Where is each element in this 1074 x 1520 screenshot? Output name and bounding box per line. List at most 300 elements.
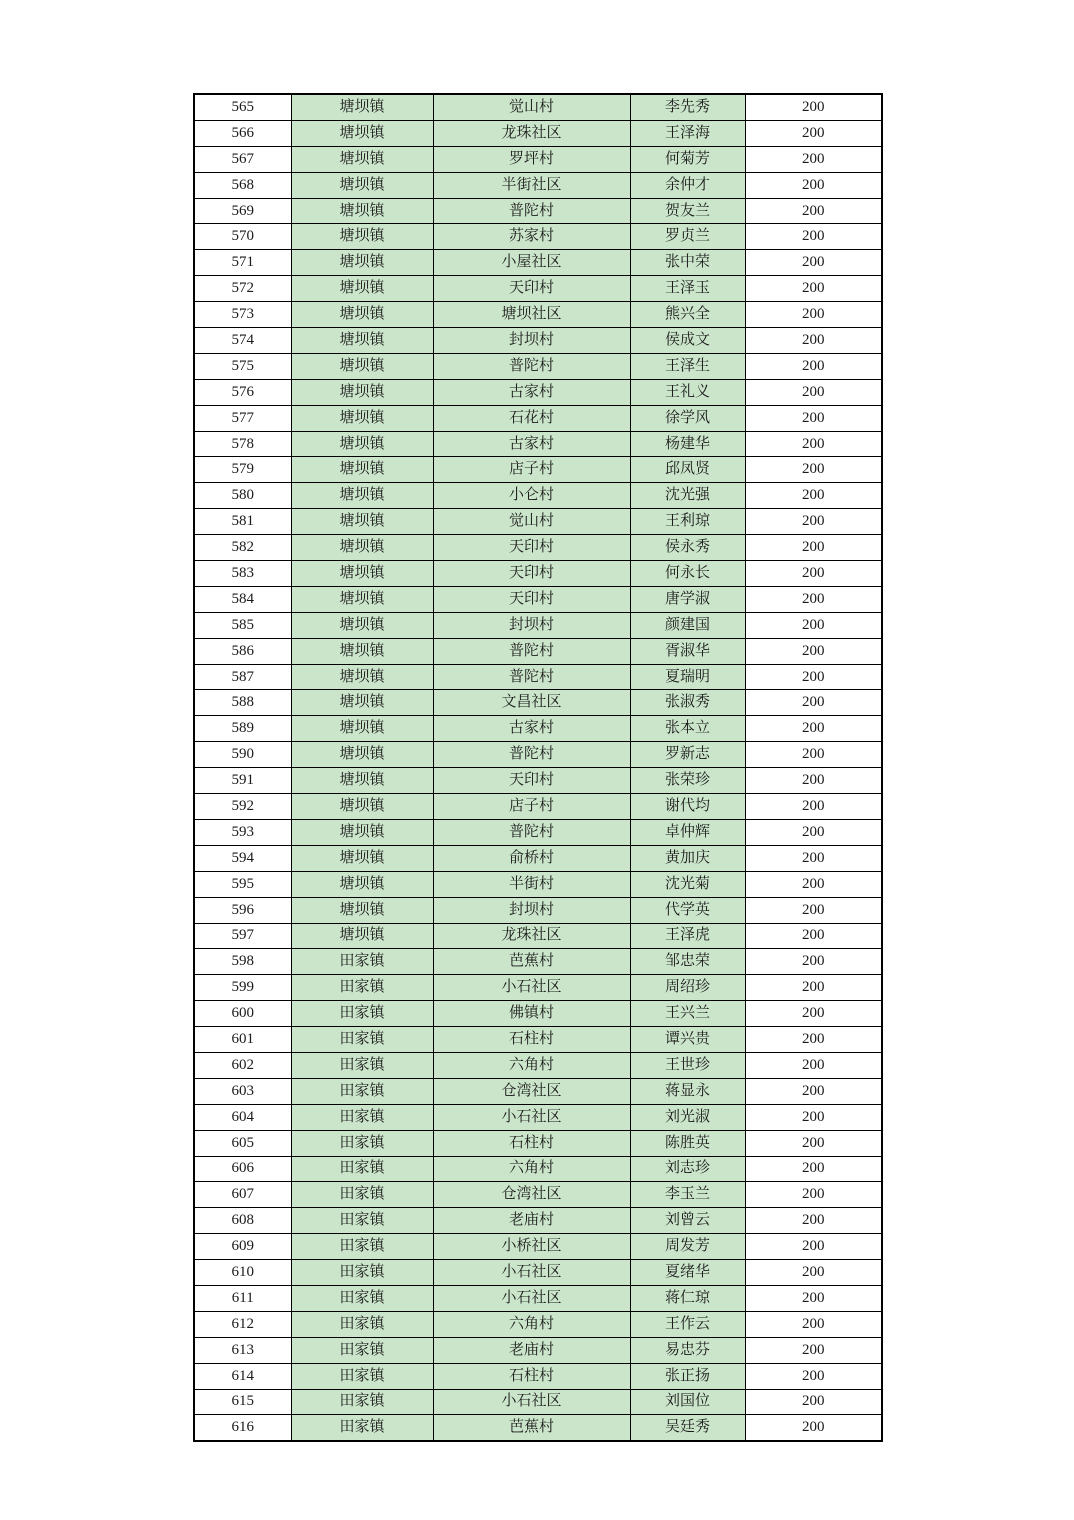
cell-amount: 200 — [745, 1389, 882, 1415]
table-row — [194, 742, 882, 768]
cell-name: 胥淑华 — [630, 638, 745, 664]
cell-name: 侯成文 — [630, 328, 745, 354]
cell-no: 567 — [194, 146, 291, 172]
cell-village: 普陀村 — [433, 198, 630, 224]
cell-village: 小石社区 — [433, 1285, 630, 1311]
cell-name: 卓仲辉 — [630, 819, 745, 845]
cell-village: 石柱村 — [433, 1130, 630, 1156]
table-row — [194, 146, 882, 172]
table-row — [194, 1052, 882, 1078]
table-row — [194, 250, 882, 276]
cell-name: 贺友兰 — [630, 198, 745, 224]
cell-no: 581 — [194, 509, 291, 535]
table-row — [194, 664, 882, 690]
cell-name: 陈胜英 — [630, 1130, 745, 1156]
table-row — [194, 1027, 882, 1053]
cell-village: 天印村 — [433, 276, 630, 302]
cell-town: 塘坝镇 — [291, 379, 433, 405]
cell-village: 封坝村 — [433, 897, 630, 923]
table-row — [194, 561, 882, 587]
cell-name: 周发芳 — [630, 1234, 745, 1260]
cell-town: 塘坝镇 — [291, 897, 433, 923]
cell-amount: 200 — [745, 897, 882, 923]
cell-amount: 200 — [745, 353, 882, 379]
cell-name: 杨建华 — [630, 431, 745, 457]
table-row — [194, 949, 882, 975]
cell-village: 六角村 — [433, 1156, 630, 1182]
cell-no: 611 — [194, 1285, 291, 1311]
cell-town: 塘坝镇 — [291, 457, 433, 483]
cell-amount: 200 — [745, 1078, 882, 1104]
cell-amount: 200 — [745, 120, 882, 146]
cell-village: 天印村 — [433, 535, 630, 561]
table-row — [194, 483, 882, 509]
table-row — [194, 845, 882, 871]
cell-name: 张中荣 — [630, 250, 745, 276]
cell-village: 普陀村 — [433, 638, 630, 664]
cell-village: 石柱村 — [433, 1027, 630, 1053]
table-row — [194, 1260, 882, 1286]
cell-amount: 200 — [745, 716, 882, 742]
cell-town: 田家镇 — [291, 1156, 433, 1182]
cell-no: 598 — [194, 949, 291, 975]
cell-name: 王泽虎 — [630, 923, 745, 949]
table-row — [194, 1156, 882, 1182]
cell-amount: 200 — [745, 975, 882, 1001]
cell-amount: 200 — [745, 1130, 882, 1156]
cell-no: 597 — [194, 923, 291, 949]
cell-name: 罗贞兰 — [630, 224, 745, 250]
cell-amount: 200 — [745, 146, 882, 172]
cell-name: 王泽玉 — [630, 276, 745, 302]
cell-village: 罗坪村 — [433, 146, 630, 172]
cell-amount: 200 — [745, 1415, 882, 1441]
cell-town: 田家镇 — [291, 1415, 433, 1441]
cell-no: 592 — [194, 794, 291, 820]
cell-town: 塘坝镇 — [291, 638, 433, 664]
cell-name: 易忠芬 — [630, 1337, 745, 1363]
cell-town: 田家镇 — [291, 975, 433, 1001]
cell-town: 塘坝镇 — [291, 509, 433, 535]
cell-name: 王作云 — [630, 1311, 745, 1337]
table-row — [194, 379, 882, 405]
table-row — [194, 405, 882, 431]
cell-amount: 200 — [745, 250, 882, 276]
cell-amount: 200 — [745, 172, 882, 198]
cell-town: 塘坝镇 — [291, 768, 433, 794]
table-row — [194, 1182, 882, 1208]
table-row — [194, 328, 882, 354]
table-row — [194, 1363, 882, 1389]
cell-name: 吴廷秀 — [630, 1415, 745, 1441]
cell-village: 六角村 — [433, 1052, 630, 1078]
cell-town: 塘坝镇 — [291, 94, 433, 120]
table-row — [194, 276, 882, 302]
cell-town: 田家镇 — [291, 1104, 433, 1130]
table-row — [194, 535, 882, 561]
cell-town: 塘坝镇 — [291, 146, 433, 172]
cell-village: 古家村 — [433, 431, 630, 457]
cell-no: 570 — [194, 224, 291, 250]
cell-village: 普陀村 — [433, 353, 630, 379]
cell-village: 半街村 — [433, 871, 630, 897]
cell-amount: 200 — [745, 742, 882, 768]
cell-no: 608 — [194, 1208, 291, 1234]
cell-no: 588 — [194, 690, 291, 716]
cell-name: 张正扬 — [630, 1363, 745, 1389]
cell-name: 王泽生 — [630, 353, 745, 379]
cell-village: 六角村 — [433, 1311, 630, 1337]
cell-name: 张荣珍 — [630, 768, 745, 794]
cell-town: 塘坝镇 — [291, 716, 433, 742]
table-row — [194, 638, 882, 664]
cell-town: 田家镇 — [291, 1234, 433, 1260]
cell-village: 苏家村 — [433, 224, 630, 250]
cell-no: 575 — [194, 353, 291, 379]
cell-no: 579 — [194, 457, 291, 483]
cell-village: 小桥社区 — [433, 1234, 630, 1260]
cell-no: 584 — [194, 586, 291, 612]
beneficiary-table — [193, 93, 883, 1442]
cell-town: 塘坝镇 — [291, 612, 433, 638]
beneficiary-table-body — [194, 94, 882, 1441]
table-row — [194, 690, 882, 716]
cell-village: 芭蕉村 — [433, 1415, 630, 1441]
cell-name: 张本立 — [630, 716, 745, 742]
cell-amount: 200 — [745, 94, 882, 120]
cell-amount: 200 — [745, 638, 882, 664]
table-row — [194, 1208, 882, 1234]
cell-no: 600 — [194, 1001, 291, 1027]
cell-no: 616 — [194, 1415, 291, 1441]
cell-amount: 200 — [745, 1027, 882, 1053]
cell-no: 578 — [194, 431, 291, 457]
cell-no: 571 — [194, 250, 291, 276]
cell-name: 熊兴全 — [630, 302, 745, 328]
table-row — [194, 172, 882, 198]
cell-amount: 200 — [745, 224, 882, 250]
cell-amount: 200 — [745, 431, 882, 457]
cell-village: 小屋社区 — [433, 250, 630, 276]
cell-no: 593 — [194, 819, 291, 845]
cell-name: 刘曾云 — [630, 1208, 745, 1234]
cell-no: 595 — [194, 871, 291, 897]
cell-no: 610 — [194, 1260, 291, 1286]
cell-name: 沈光强 — [630, 483, 745, 509]
cell-amount: 200 — [745, 1234, 882, 1260]
cell-name: 李先秀 — [630, 94, 745, 120]
cell-village: 普陀村 — [433, 664, 630, 690]
cell-amount: 200 — [745, 612, 882, 638]
cell-town: 塘坝镇 — [291, 690, 433, 716]
cell-town: 田家镇 — [291, 1389, 433, 1415]
cell-amount: 200 — [745, 509, 882, 535]
cell-village: 天印村 — [433, 768, 630, 794]
cell-name: 徐学风 — [630, 405, 745, 431]
cell-no: 583 — [194, 561, 291, 587]
table-row — [194, 198, 882, 224]
cell-name: 蒋显永 — [630, 1078, 745, 1104]
cell-town: 塘坝镇 — [291, 328, 433, 354]
cell-town: 塘坝镇 — [291, 586, 433, 612]
cell-village: 天印村 — [433, 561, 630, 587]
cell-village: 佛镇村 — [433, 1001, 630, 1027]
cell-no: 604 — [194, 1104, 291, 1130]
cell-village: 石花村 — [433, 405, 630, 431]
table-row — [194, 94, 882, 120]
cell-amount: 200 — [745, 1182, 882, 1208]
table-row — [194, 224, 882, 250]
cell-village: 普陀村 — [433, 742, 630, 768]
cell-no: 615 — [194, 1389, 291, 1415]
cell-amount: 200 — [745, 535, 882, 561]
cell-amount: 200 — [745, 845, 882, 871]
table-row — [194, 897, 882, 923]
cell-town: 田家镇 — [291, 1052, 433, 1078]
cell-amount: 200 — [745, 1104, 882, 1130]
cell-no: 576 — [194, 379, 291, 405]
cell-town: 田家镇 — [291, 1208, 433, 1234]
cell-no: 568 — [194, 172, 291, 198]
cell-name: 李玉兰 — [630, 1182, 745, 1208]
cell-amount: 200 — [745, 1285, 882, 1311]
cell-village: 古家村 — [433, 379, 630, 405]
cell-town: 塘坝镇 — [291, 224, 433, 250]
cell-village: 老庙村 — [433, 1337, 630, 1363]
cell-no: 585 — [194, 612, 291, 638]
cell-no: 606 — [194, 1156, 291, 1182]
cell-village: 小石社区 — [433, 1104, 630, 1130]
cell-no: 599 — [194, 975, 291, 1001]
cell-town: 塘坝镇 — [291, 405, 433, 431]
table-row — [194, 1001, 882, 1027]
table-row — [194, 1311, 882, 1337]
cell-amount: 200 — [745, 1208, 882, 1234]
cell-name: 刘国位 — [630, 1389, 745, 1415]
cell-amount: 200 — [745, 276, 882, 302]
cell-village: 仓湾社区 — [433, 1182, 630, 1208]
cell-village: 古家村 — [433, 716, 630, 742]
cell-no: 601 — [194, 1027, 291, 1053]
cell-town: 塘坝镇 — [291, 120, 433, 146]
cell-village: 仓湾社区 — [433, 1078, 630, 1104]
cell-name: 王世珍 — [630, 1052, 745, 1078]
cell-amount: 200 — [745, 1337, 882, 1363]
table-row — [194, 1234, 882, 1260]
cell-no: 577 — [194, 405, 291, 431]
table-row — [194, 768, 882, 794]
cell-village: 觉山村 — [433, 94, 630, 120]
cell-name: 王利琼 — [630, 509, 745, 535]
cell-town: 塘坝镇 — [291, 742, 433, 768]
cell-name: 谢代均 — [630, 794, 745, 820]
cell-village: 普陀村 — [433, 819, 630, 845]
cell-town: 田家镇 — [291, 1311, 433, 1337]
cell-name: 张淑秀 — [630, 690, 745, 716]
cell-name: 蒋仁琼 — [630, 1285, 745, 1311]
cell-no: 590 — [194, 742, 291, 768]
cell-town: 田家镇 — [291, 1130, 433, 1156]
cell-name: 邹忠荣 — [630, 949, 745, 975]
table-row — [194, 1389, 882, 1415]
cell-no: 594 — [194, 845, 291, 871]
cell-amount: 200 — [745, 1311, 882, 1337]
table-row — [194, 586, 882, 612]
cell-amount: 200 — [745, 586, 882, 612]
cell-amount: 200 — [745, 949, 882, 975]
cell-town: 塘坝镇 — [291, 845, 433, 871]
cell-no: 613 — [194, 1337, 291, 1363]
cell-village: 塘坝社区 — [433, 302, 630, 328]
cell-no: 591 — [194, 768, 291, 794]
cell-name: 何菊芳 — [630, 146, 745, 172]
cell-town: 田家镇 — [291, 1078, 433, 1104]
cell-amount: 200 — [745, 1156, 882, 1182]
cell-name: 何永长 — [630, 561, 745, 587]
cell-town: 塘坝镇 — [291, 871, 433, 897]
cell-no: 569 — [194, 198, 291, 224]
cell-name: 谭兴贵 — [630, 1027, 745, 1053]
cell-town: 塘坝镇 — [291, 819, 433, 845]
cell-village: 文昌社区 — [433, 690, 630, 716]
table-row — [194, 457, 882, 483]
cell-name: 王兴兰 — [630, 1001, 745, 1027]
table-row — [194, 1130, 882, 1156]
table-row — [194, 1285, 882, 1311]
cell-village: 封坝村 — [433, 612, 630, 638]
cell-village: 半街社区 — [433, 172, 630, 198]
table-row — [194, 302, 882, 328]
cell-amount: 200 — [745, 871, 882, 897]
cell-name: 罗新志 — [630, 742, 745, 768]
cell-name: 刘志珍 — [630, 1156, 745, 1182]
cell-amount: 200 — [745, 794, 882, 820]
cell-amount: 200 — [745, 690, 882, 716]
cell-town: 田家镇 — [291, 1285, 433, 1311]
table-row — [194, 794, 882, 820]
table-row — [194, 871, 882, 897]
table-row — [194, 1078, 882, 1104]
cell-town: 塘坝镇 — [291, 483, 433, 509]
cell-name: 刘光淑 — [630, 1104, 745, 1130]
cell-name: 沈光菊 — [630, 871, 745, 897]
cell-town: 塘坝镇 — [291, 198, 433, 224]
table-row — [194, 509, 882, 535]
cell-no: 580 — [194, 483, 291, 509]
cell-no: 614 — [194, 1363, 291, 1389]
cell-name: 邱凤贤 — [630, 457, 745, 483]
cell-village: 店子村 — [433, 457, 630, 483]
cell-amount: 200 — [745, 1260, 882, 1286]
cell-town: 塘坝镇 — [291, 664, 433, 690]
cell-village: 小石社区 — [433, 1260, 630, 1286]
cell-town: 塘坝镇 — [291, 276, 433, 302]
cell-village: 老庙村 — [433, 1208, 630, 1234]
cell-name: 黄加庆 — [630, 845, 745, 871]
cell-town: 田家镇 — [291, 1182, 433, 1208]
cell-name: 王礼义 — [630, 379, 745, 405]
table-row — [194, 353, 882, 379]
cell-name: 代学英 — [630, 897, 745, 923]
cell-no: 589 — [194, 716, 291, 742]
cell-village: 芭蕉村 — [433, 949, 630, 975]
cell-town: 田家镇 — [291, 1363, 433, 1389]
cell-village: 龙珠社区 — [433, 923, 630, 949]
cell-town: 塘坝镇 — [291, 535, 433, 561]
cell-village: 封坝村 — [433, 328, 630, 354]
cell-town: 塘坝镇 — [291, 431, 433, 457]
cell-village: 俞桥村 — [433, 845, 630, 871]
cell-name: 夏瑞明 — [630, 664, 745, 690]
cell-village: 小石社区 — [433, 975, 630, 1001]
cell-town: 田家镇 — [291, 949, 433, 975]
cell-amount: 200 — [745, 379, 882, 405]
cell-no: 573 — [194, 302, 291, 328]
cell-town: 塘坝镇 — [291, 923, 433, 949]
cell-amount: 200 — [745, 328, 882, 354]
cell-amount: 200 — [745, 1001, 882, 1027]
cell-name: 周绍珍 — [630, 975, 745, 1001]
cell-village: 天印村 — [433, 586, 630, 612]
cell-amount: 200 — [745, 664, 882, 690]
cell-village: 小仑村 — [433, 483, 630, 509]
cell-town: 塘坝镇 — [291, 172, 433, 198]
cell-no: 605 — [194, 1130, 291, 1156]
cell-name: 余仲才 — [630, 172, 745, 198]
cell-amount: 200 — [745, 561, 882, 587]
cell-name: 侯永秀 — [630, 535, 745, 561]
cell-no: 609 — [194, 1234, 291, 1260]
cell-village: 店子村 — [433, 794, 630, 820]
cell-name: 夏绪华 — [630, 1260, 745, 1286]
cell-no: 596 — [194, 897, 291, 923]
cell-amount: 200 — [745, 1052, 882, 1078]
cell-town: 田家镇 — [291, 1001, 433, 1027]
cell-no: 572 — [194, 276, 291, 302]
table-row — [194, 1337, 882, 1363]
cell-no: 586 — [194, 638, 291, 664]
cell-town: 田家镇 — [291, 1027, 433, 1053]
cell-town: 田家镇 — [291, 1337, 433, 1363]
cell-village: 龙珠社区 — [433, 120, 630, 146]
cell-name: 唐学淑 — [630, 586, 745, 612]
cell-amount: 200 — [745, 198, 882, 224]
cell-name: 王泽海 — [630, 120, 745, 146]
table-row — [194, 1104, 882, 1130]
table-row — [194, 819, 882, 845]
table-row — [194, 975, 882, 1001]
cell-no: 574 — [194, 328, 291, 354]
cell-amount: 200 — [745, 923, 882, 949]
cell-amount: 200 — [745, 483, 882, 509]
table-row — [194, 120, 882, 146]
cell-no: 587 — [194, 664, 291, 690]
cell-no: 566 — [194, 120, 291, 146]
cell-no: 603 — [194, 1078, 291, 1104]
table-row — [194, 612, 882, 638]
cell-town: 塘坝镇 — [291, 250, 433, 276]
cell-no: 607 — [194, 1182, 291, 1208]
cell-amount: 200 — [745, 768, 882, 794]
cell-no: 565 — [194, 94, 291, 120]
table-row — [194, 1415, 882, 1441]
cell-no: 602 — [194, 1052, 291, 1078]
cell-amount: 200 — [745, 457, 882, 483]
cell-no: 612 — [194, 1311, 291, 1337]
cell-amount: 200 — [745, 405, 882, 431]
cell-village: 觉山村 — [433, 509, 630, 535]
cell-town: 田家镇 — [291, 1260, 433, 1286]
